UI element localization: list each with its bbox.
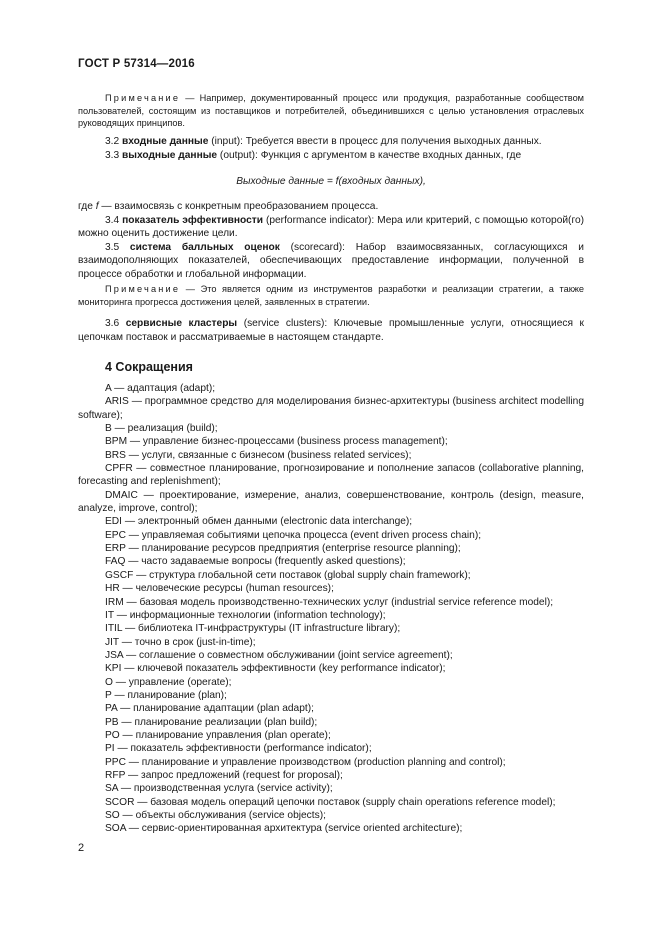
abbreviation-item: PA — планирование адаптации (plan adapt); bbox=[105, 703, 314, 715]
term-3-3-num: 3.3 bbox=[105, 149, 122, 161]
term-3-5 bbox=[78, 241, 584, 282]
abbreviation-item: BRS — услуги, связанные с бизнесом (business related services); bbox=[105, 449, 412, 461]
term-3-3 bbox=[78, 149, 584, 163]
term-3-6-num: 3.6 bbox=[105, 318, 126, 329]
abbreviation-item: ERP — планирование ресурсов предприятия (enterprise resource planning); bbox=[105, 543, 461, 555]
formula: Выходные данные = f(входных данных), bbox=[236, 176, 426, 187]
abbreviation-item: KPI — ключевой показатель эффективности (key performance indicator); bbox=[105, 663, 446, 675]
abbreviation-item: B — реализация (build); bbox=[105, 423, 218, 435]
abbreviation-item: P — планирование (plan); bbox=[105, 689, 227, 701]
term-3-6-term: сервисные кластеры bbox=[125, 318, 238, 329]
term-3-2-num: 3.2 bbox=[105, 136, 122, 147]
abbreviation-item: FAQ — часто задаваемые вопросы (frequently asked questions); bbox=[105, 556, 406, 568]
term-3-2-term: входные данные bbox=[122, 136, 209, 147]
term-3-3-text: (output): Функция с аргументом в качестве входных данных, где bbox=[217, 149, 522, 161]
abbreviation-item: O — управление (operate); bbox=[105, 676, 232, 688]
definitions-block-1 bbox=[78, 135, 584, 162]
definitions-block-3 bbox=[78, 317, 584, 344]
note-1-text: — Например, документированный процесс или продукция, разработанные сообществом пользователей, состоящим из поставщиков и потребителей, объединившихся с целью установления отраслевых руководящих принципов. bbox=[78, 93, 584, 129]
abbreviation-item: SCOR — базовая модель операций цепочки поставок (supply chain operations reference model); bbox=[105, 796, 556, 808]
term-3-5-num: 3.5 bbox=[105, 241, 130, 253]
abbreviation-item: SO — объекты обслуживания (service objects); bbox=[105, 810, 326, 821]
abbreviation-item: ITIL — библиотека IT-инфраструктуры (IT infrastructure library); bbox=[105, 623, 401, 635]
term-3-6 bbox=[78, 317, 584, 344]
formula-where bbox=[78, 200, 584, 214]
term-3-5-text: (scorecard): Набор взаимосвязанных, согласующихся и взаимодополняющих показателей, обеспечивающих предоставление информации, полученной в процессе обработки и глобальной информации. bbox=[78, 241, 584, 280]
note-1 bbox=[78, 92, 584, 130]
term-3-2-text: (input): Требуется ввести в процесс для получения выходных данных. bbox=[208, 136, 542, 147]
abbreviation-item: SOA — сервис-ориентированная архитектура (service oriented architecture); bbox=[105, 823, 463, 835]
abbreviation-item: JSA — соглашение о совместном обслуживании (joint service agreement); bbox=[105, 649, 453, 661]
where-variable: f bbox=[95, 201, 99, 212]
page-number: 2 bbox=[78, 842, 85, 854]
abbreviation-item: PPC — планирование и управление производством (production planning and control); bbox=[105, 756, 506, 768]
note-2 bbox=[78, 283, 584, 308]
abbreviation-item: EPC — управляемая событиями цепочка процесса (event driven process chain); bbox=[105, 529, 482, 541]
term-3-5-term: система балльных оценок bbox=[129, 241, 280, 253]
note-2-label: Примечание bbox=[105, 284, 181, 294]
definitions-block-2 bbox=[78, 200, 584, 281]
term-3-4 bbox=[78, 214, 584, 241]
term-3-6-text: (service clusters): Ключевые промышленные услуги, относящиеся к цепочкам поставок и рассматриваемые в настоящем стандарте. bbox=[78, 318, 584, 343]
note-2-text: — Это является одним из инструментов разработки и реализации стратегии, а также мониторинга прогресса достижения целей, заявленных в стратегии. bbox=[78, 284, 584, 307]
abbreviation-item: EDI — электронный обмен данными (electronic data interchange); bbox=[105, 516, 413, 528]
standard-header: ГОСТ Р 57314—2016 bbox=[78, 58, 195, 70]
abbreviation-item: CPFR — совместное планирование, прогнозирование и пополнение запасов (collaborative planning, forecasting and replenishment); bbox=[78, 463, 584, 488]
abbreviation-item: PI — показатель эффективности (performance indicator); bbox=[105, 743, 372, 755]
note-1-label: Примечание bbox=[105, 93, 181, 103]
abbreviation-item: GSCF — структура глобальной сети поставок (global supply chain framework); bbox=[105, 569, 471, 581]
abbreviation-item: HR — человеческие ресурсы (human resources); bbox=[105, 583, 334, 595]
term-3-4-term: показатель эффективности bbox=[122, 214, 264, 226]
term-3-2 bbox=[78, 135, 584, 149]
where-prefix: где bbox=[78, 201, 96, 212]
abbreviation-item: A — адаптация (adapt); bbox=[105, 383, 216, 394]
abbreviation-item: RFP — запрос предложений (request for proposal); bbox=[105, 769, 343, 781]
abbreviation-item: PO — планирование управления (plan operate); bbox=[105, 729, 331, 741]
abbreviation-item: IT — информационные технологии (information technology); bbox=[105, 609, 386, 621]
section-title: 4 Сокращения bbox=[105, 360, 193, 374]
where-text: — взаимосвязь с конкретным преобразованием процесса. bbox=[98, 201, 379, 212]
abbreviation-item: BPM — управление бизнес-процессами (business process management); bbox=[105, 436, 448, 448]
abbreviation-item: SA — производственная услуга (service activity); bbox=[105, 783, 333, 795]
term-3-4-num: 3.4 bbox=[105, 214, 123, 226]
term-3-4-text: (performance indicator): Мера или критерий, с помощью которой(го) можно оценить достижение цели. bbox=[78, 214, 585, 239]
term-3-3-term: выходные данные bbox=[122, 149, 218, 161]
abbreviations-list bbox=[78, 382, 584, 836]
abbreviation-item: PB — планирование реализации (plan build); bbox=[105, 716, 318, 728]
abbreviation-item: JIT — точно в срок (just-in-time); bbox=[105, 636, 256, 648]
abbreviation-item: IRM — базовая модель производственно-технических услуг (industrial service reference model); bbox=[105, 596, 554, 608]
abbreviation-item: ARIS — программное средство для моделирования бизнес-архитектуры (business architect modelling software); bbox=[78, 396, 584, 421]
abbreviation-item: DMAIC — проектирование, измерение, анализ, совершенствование, контроль (design, measure, analyze, improve, control); bbox=[78, 489, 584, 515]
